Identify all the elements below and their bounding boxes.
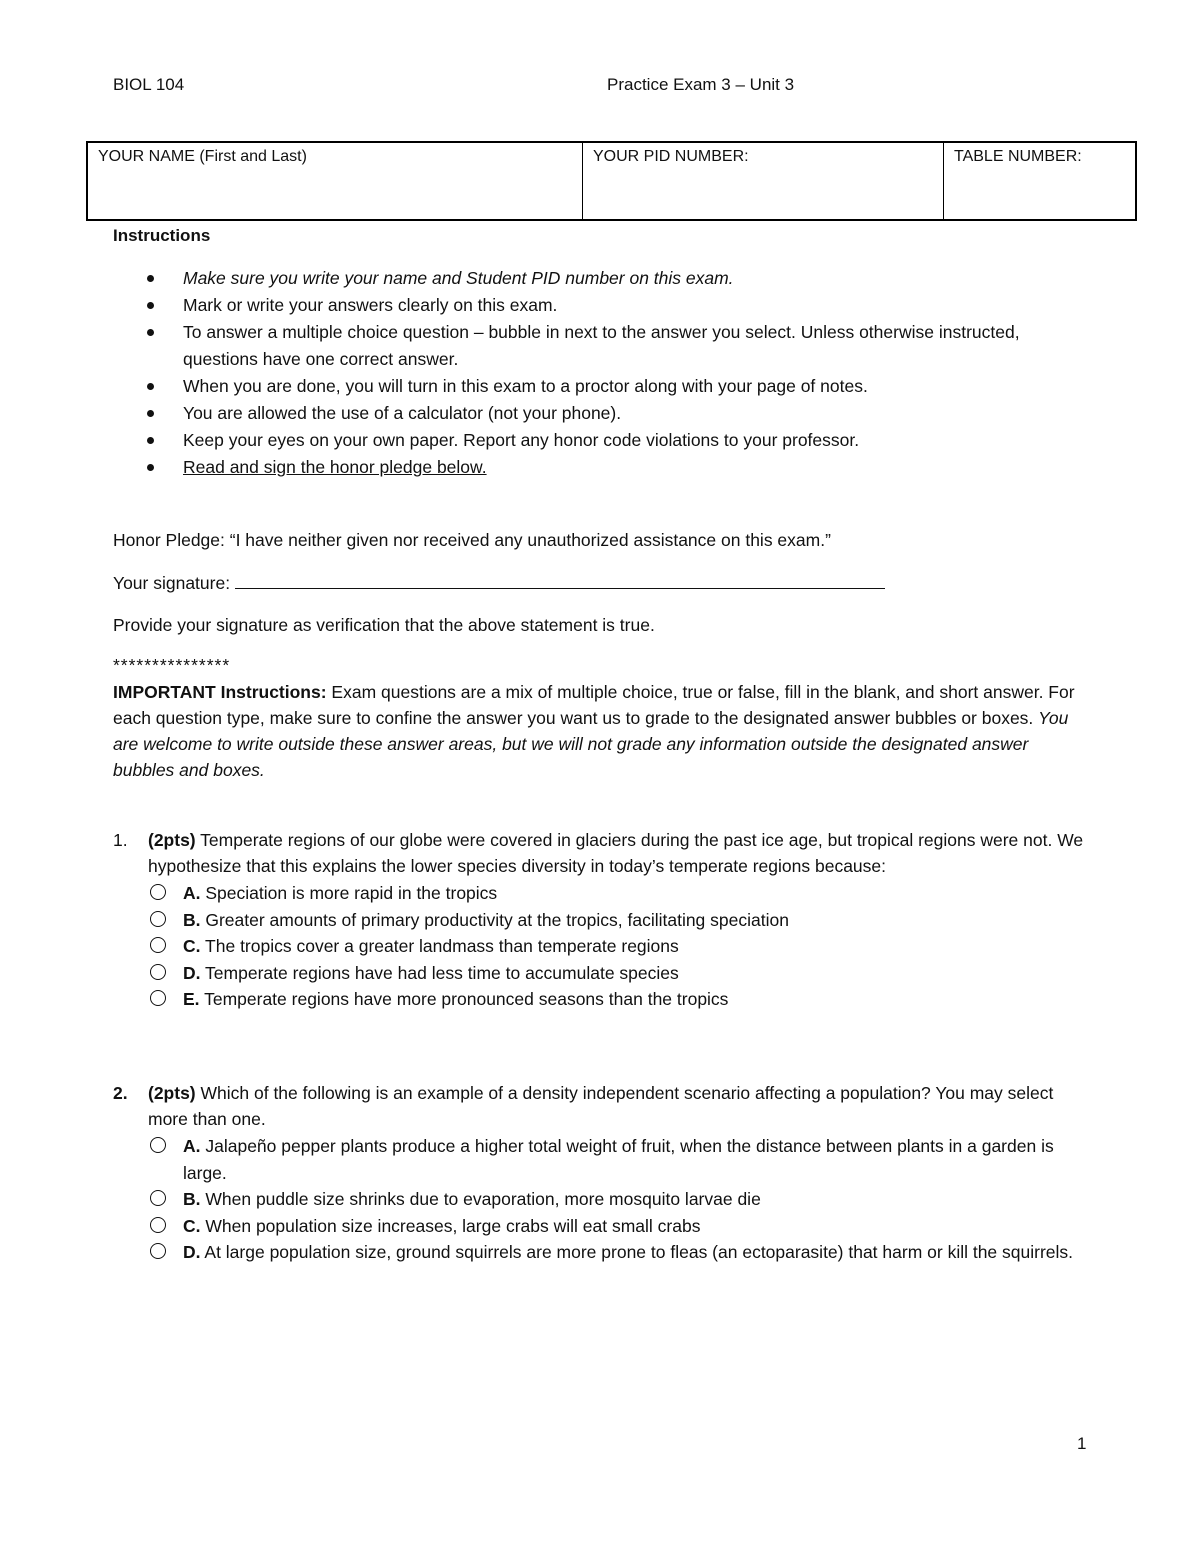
answer-option-b[interactable]: B. Greater amounts of primary productivity at the tropics, facilitating speciation <box>148 907 1088 934</box>
bullet-icon <box>147 464 154 471</box>
important-text: Exam questions are a mix of multiple choice, true or false, fill in the blank, and short answer. For each question type, make sure to confine the answer you want us to grade to the designated answer bubbles or boxes. <box>113 682 1075 728</box>
question-number: 2. <box>113 1083 128 1103</box>
answer-option-c[interactable]: C. The tropics cover a greater landmass than temperate regions <box>148 933 1088 960</box>
signature-line[interactable] <box>235 572 885 589</box>
answer-option-e[interactable]: E. Temperate regions have more pronounced seasons than the tropics <box>148 986 1088 1013</box>
instruction-item: Mark or write your answers clearly on this exam. <box>145 292 1065 319</box>
table-number-field[interactable] <box>943 143 1135 219</box>
bullet-icon <box>147 383 154 390</box>
answer-option-a[interactable]: A. Speciation is more rapid in the tropics <box>148 880 1088 907</box>
name-field-label: YOUR NAME (First and Last) <box>98 148 307 165</box>
radio-bubble-icon[interactable] <box>150 1217 166 1233</box>
page-number: 1 <box>1077 1434 1087 1453</box>
instruction-item: To answer a multiple choice question – bubble in next to the answer you select. Unless otherwise instructed, questions have one correct answer. <box>145 319 1065 373</box>
important-label: IMPORTANT Instructions: <box>113 682 327 702</box>
radio-bubble-icon[interactable] <box>150 1243 166 1259</box>
bullet-icon <box>147 275 154 282</box>
answer-option-a[interactable]: A. Jalapeño pepper plants produce a higher total weight of fruit, when the distance between plants in a garden is large. <box>148 1133 1088 1186</box>
radio-bubble-icon[interactable] <box>150 884 166 900</box>
bullet-icon <box>147 437 154 444</box>
important-instructions <box>113 679 1093 783</box>
answer-options <box>148 1133 1088 1266</box>
question-number: 1. <box>113 830 128 850</box>
table-number-label: TABLE NUMBER: <box>954 148 1082 165</box>
radio-bubble-icon[interactable] <box>150 937 166 953</box>
radio-bubble-icon[interactable] <box>150 964 166 980</box>
exam-title: Practice Exam 3 – Unit 3 <box>607 75 795 94</box>
answer-option-d[interactable]: D. At large population size, ground squirrels are more prone to fleas (an ectoparasite) that harm or kill the squirrels. <box>148 1239 1088 1266</box>
answer-option-d[interactable]: D. Temperate regions have had less time to accumulate species <box>148 960 1088 987</box>
pid-field-label: YOUR PID NUMBER: <box>593 148 749 165</box>
instruction-item: Make sure you write your name and Student PID number on this exam. <box>145 265 1065 292</box>
answer-option-c[interactable]: C. When population size increases, large crabs will eat small crabs <box>148 1213 1088 1240</box>
question-1 <box>113 827 1088 1013</box>
radio-bubble-icon[interactable] <box>150 1190 166 1206</box>
instruction-item: When you are done, you will turn in this exam to a proctor along with your page of notes. <box>145 373 1065 400</box>
important-italic-text: You are welcome to write outside these answer areas, but we will not grade any information outside the designated answer bubbles and boxes. <box>113 708 1069 780</box>
course-code: BIOL 104 <box>113 75 185 94</box>
instructions-heading: Instructions <box>113 226 211 245</box>
bullet-icon <box>147 302 154 309</box>
instructions-list <box>145 265 1065 481</box>
verification-text: Provide your signature as verification that the above statement is true. <box>113 615 655 635</box>
question-2 <box>113 1080 1088 1266</box>
radio-bubble-icon[interactable] <box>150 1137 166 1153</box>
answer-options <box>148 880 1088 1013</box>
signature-row <box>113 570 1093 596</box>
student-info-table <box>86 141 1137 221</box>
bullet-icon <box>147 410 154 417</box>
signature-label: Your signature: <box>113 573 231 593</box>
honor-pledge: Honor Pledge: “I have neither given nor received any unauthorized assistance on this exam.” <box>113 530 831 550</box>
radio-bubble-icon[interactable] <box>150 990 166 1006</box>
question-text: (2pts) Which of the following is an example of a density independent scenario affecting a population? You may select more than one. <box>148 1083 1054 1129</box>
bullet-icon <box>147 329 154 336</box>
question-points: (2pts) <box>148 1083 196 1103</box>
answer-option-b[interactable]: B. When puddle size shrinks due to evaporation, more mosquito larvae die <box>148 1186 1088 1213</box>
name-field[interactable] <box>88 143 582 219</box>
question-points: (2pts) <box>148 830 196 850</box>
question-text: (2pts) Temperate regions of our globe were covered in glaciers during the past ice age, but tropical regions were not. We hypothesize that this explains the lower species diversity in today’s temperate regions because: <box>148 830 1084 876</box>
instruction-item: You are allowed the use of a calculator (not your phone). <box>145 400 1065 427</box>
separator-stars: *************** <box>113 655 231 675</box>
pid-field[interactable] <box>582 143 943 219</box>
instruction-item: Keep your eyes on your own paper. Report any honor code violations to your professor. <box>145 427 1065 454</box>
instruction-item: Read and sign the honor pledge below. <box>145 454 1065 481</box>
radio-bubble-icon[interactable] <box>150 911 166 927</box>
